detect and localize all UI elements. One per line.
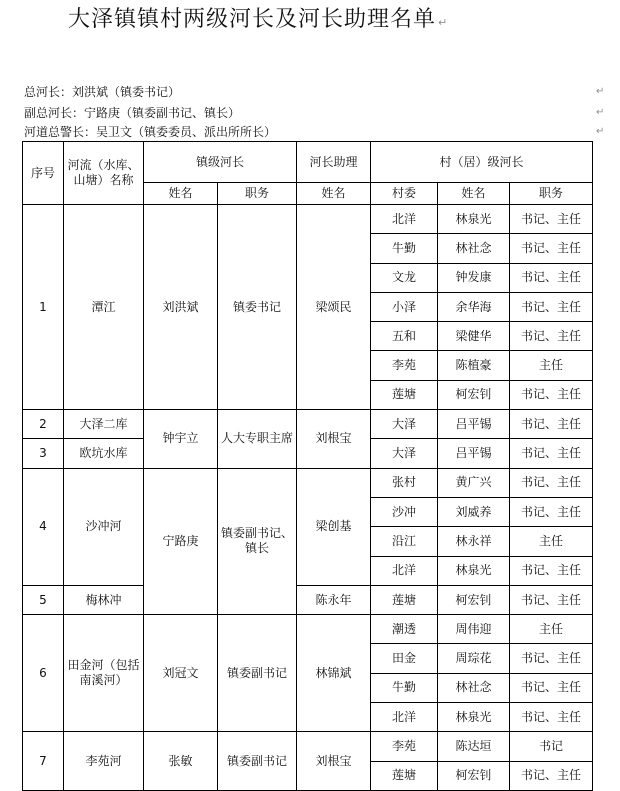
village-name-cell: 柯宏钊 xyxy=(438,380,510,409)
village-name-cell: 陈达垣 xyxy=(438,732,510,761)
seq-cell: 6 xyxy=(23,615,64,732)
village-post-cell: 书记、主任 xyxy=(510,410,593,439)
village-cell: 李苑 xyxy=(371,732,438,761)
village-cell: 大泽 xyxy=(371,439,438,468)
info-line-chief xyxy=(24,84,180,100)
assistant-cell: 陈永年 xyxy=(297,585,371,614)
village-name-cell: 林泉光 xyxy=(438,205,510,234)
table-row xyxy=(23,585,593,614)
info-line-police xyxy=(24,124,276,140)
seq-cell: 5 xyxy=(23,585,64,614)
header-row-1 xyxy=(23,142,593,183)
village-name-cell: 林泉光 xyxy=(438,556,510,585)
river-cell: 李苑河 xyxy=(64,732,144,791)
village-cell: 北洋 xyxy=(371,205,438,234)
village-post-cell: 书记、主任 xyxy=(510,234,593,263)
town-post-cell: 镇委副书记 xyxy=(218,615,297,732)
village-cell: 北洋 xyxy=(371,703,438,732)
village-post-cell: 书记、主任 xyxy=(510,380,593,409)
village-cell: 牛勤 xyxy=(371,673,438,702)
village-post-cell: 书记、主任 xyxy=(510,761,593,790)
village-cell: 文龙 xyxy=(371,263,438,292)
river-cell: 田金河（包括南溪河） xyxy=(64,615,144,732)
river-chief-table xyxy=(22,141,593,791)
river-cell: 梅林冲 xyxy=(64,585,144,614)
village-name-cell: 林社念 xyxy=(438,673,510,702)
river-cell: 沙冲河 xyxy=(64,468,144,585)
header-river: 河流（水库、山塘）名称 xyxy=(64,142,144,205)
info-line-deputy xyxy=(24,105,240,121)
village-post-cell: 书记、主任 xyxy=(510,673,593,702)
table-row xyxy=(23,410,593,439)
header-assistant-name: 姓名 xyxy=(297,183,371,205)
paragraph-mark-icon: ↵ xyxy=(596,107,605,118)
village-name-cell: 林社念 xyxy=(438,234,510,263)
paragraph-mark-icon: ↵ xyxy=(596,126,605,137)
assistant-cell: 刘根宝 xyxy=(297,410,371,469)
header-village-name: 姓名 xyxy=(438,183,510,205)
header-town-post: 职务 xyxy=(218,183,297,205)
river-cell: 潭江 xyxy=(64,205,144,410)
seq-cell: 2 xyxy=(23,410,64,439)
village-post-cell: 书记、主任 xyxy=(510,556,593,585)
village-post-cell: 主任 xyxy=(510,351,593,380)
village-name-cell: 周伟迎 xyxy=(438,615,510,644)
table-row xyxy=(23,732,593,761)
village-name-cell: 柯宏钊 xyxy=(438,585,510,614)
village-cell: 五和 xyxy=(371,322,438,351)
town-post-cell: 镇委副书记、镇长 xyxy=(218,468,297,614)
village-cell: 莲塘 xyxy=(371,761,438,790)
village-cell: 李苑 xyxy=(371,351,438,380)
village-post-cell: 书记、主任 xyxy=(510,205,593,234)
assistant-cell: 梁创基 xyxy=(297,468,371,585)
header-village: 村委 xyxy=(371,183,438,205)
village-cell: 大泽 xyxy=(371,410,438,439)
village-post-cell: 书记、主任 xyxy=(510,263,593,292)
town-post-cell: 镇委副书记 xyxy=(218,732,297,791)
town-post-cell: 镇委书记 xyxy=(218,205,297,410)
village-post-cell: 书记、主任 xyxy=(510,497,593,526)
village-post-cell: 书记、主任 xyxy=(510,703,593,732)
village-cell: 沿江 xyxy=(371,527,438,556)
village-name-cell: 周琮花 xyxy=(438,644,510,673)
village-name-cell: 吕平锡 xyxy=(438,410,510,439)
village-cell: 小泽 xyxy=(371,292,438,321)
village-name-cell: 余华海 xyxy=(438,292,510,321)
header-seq: 序号 xyxy=(23,142,64,205)
village-cell: 莲塘 xyxy=(371,380,438,409)
table-row xyxy=(23,468,593,497)
village-cell: 张村 xyxy=(371,468,438,497)
village-cell: 莲塘 xyxy=(371,585,438,614)
document-title xyxy=(68,3,538,37)
header-town-name: 姓名 xyxy=(144,183,218,205)
village-post-cell: 主任 xyxy=(510,615,593,644)
assistant-cell: 刘根宝 xyxy=(297,732,371,791)
town-name-cell: 张敏 xyxy=(144,732,218,791)
header-town-chief: 镇级河长 xyxy=(144,142,297,183)
village-name-cell: 陈植豪 xyxy=(438,351,510,380)
village-name-cell: 柯宏钊 xyxy=(438,761,510,790)
table-row xyxy=(23,615,593,644)
village-name-cell: 刘威养 xyxy=(438,497,510,526)
village-post-cell: 书记、主任 xyxy=(510,292,593,321)
village-cell: 牛勤 xyxy=(371,234,438,263)
village-post-cell: 书记、主任 xyxy=(510,468,593,497)
river-cell: 欧坑水库 xyxy=(64,439,144,468)
village-cell: 沙冲 xyxy=(371,497,438,526)
title-text: 大泽镇镇村两级河长及河长助理名单 xyxy=(68,7,437,32)
assistant-cell: 林锦斌 xyxy=(297,615,371,732)
seq-cell: 7 xyxy=(23,732,64,791)
village-post-cell: 书记、主任 xyxy=(510,644,593,673)
village-post-cell: 书记 xyxy=(510,732,593,761)
village-post-cell: 书记、主任 xyxy=(510,439,593,468)
village-name-cell: 林永祥 xyxy=(438,527,510,556)
seq-cell: 4 xyxy=(23,468,64,585)
assistant-cell: 梁颂民 xyxy=(297,205,371,410)
river-cell: 大泽二库 xyxy=(64,410,144,439)
info-line-text: 总河长：刘洪斌（镇委书记） xyxy=(24,85,181,99)
village-name-cell: 黄广兴 xyxy=(438,468,510,497)
village-post-cell: 主任 xyxy=(510,527,593,556)
village-name-cell: 林泉光 xyxy=(438,703,510,732)
table-row xyxy=(23,205,593,234)
header-village-chief: 村（居）级河长 xyxy=(371,142,593,183)
info-line-text: 副总河长：宁路庚（镇委副书记、镇长） xyxy=(24,106,241,120)
town-name-cell: 宁路庚 xyxy=(144,468,218,614)
village-name-cell: 吕平锡 xyxy=(438,439,510,468)
village-name-cell: 钟发康 xyxy=(438,263,510,292)
village-cell: 田金 xyxy=(371,644,438,673)
seq-cell: 1 xyxy=(23,205,64,410)
village-cell: 潮透 xyxy=(371,615,438,644)
village-post-cell: 书记、主任 xyxy=(510,322,593,351)
header-assistant: 河长助理 xyxy=(297,142,371,183)
town-post-cell: 人大专职主席 xyxy=(218,410,297,469)
paragraph-mark-icon: ↵ xyxy=(438,16,449,29)
town-name-cell: 刘洪斌 xyxy=(144,205,218,410)
info-line-text: 河道总警长：吴卫文（镇委委员、派出所所长） xyxy=(24,125,277,139)
village-post-cell: 书记、主任 xyxy=(510,585,593,614)
town-name-cell: 钟宇立 xyxy=(144,410,218,469)
paragraph-mark-icon: ↵ xyxy=(596,86,605,97)
village-cell: 北洋 xyxy=(371,556,438,585)
town-name-cell: 刘冠文 xyxy=(144,615,218,732)
village-name-cell: 梁健华 xyxy=(438,322,510,351)
header-village-post: 职务 xyxy=(510,183,593,205)
seq-cell: 3 xyxy=(23,439,64,468)
